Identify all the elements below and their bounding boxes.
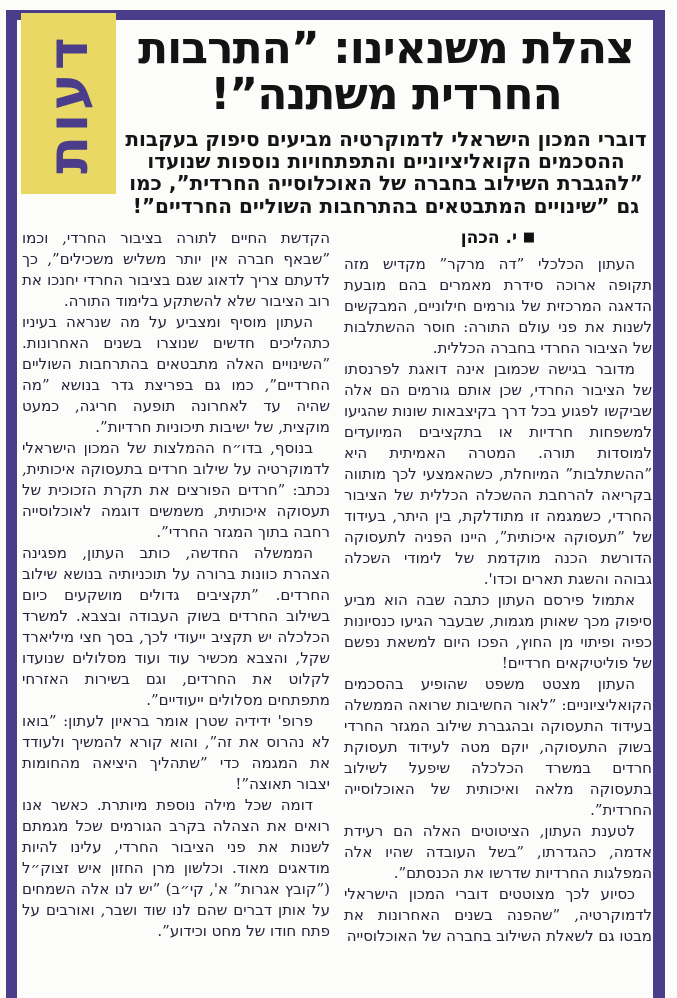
article-column-left: [22, 228, 330, 998]
section-label: דעות: [35, 33, 101, 174]
opinion-section-banner: [21, 13, 116, 194]
headline: צהלת משנאינו: ”התרבות החרדית משתנה”!: [138, 23, 634, 120]
article-body: [22, 228, 652, 998]
article-paragraph: העתון מצטט משפט שהופיע בהסכמים הקואליציוניים: ”לאור החשיבות שרואה הממשלה בעידוד התעסוקה ובהגברת שילוב המגזר החרדי בשוק התעסוקה, יוקם מטה לעידוד תעסוקת חרדים במשרד הכלכלה שיפעל לשילוב בתעסוקה מלאה ואיכותית של האוכלוסייה החרדית”.: [344, 675, 652, 819]
article-column-right: [344, 228, 652, 998]
article-paragraph: בנוסף, בדו״ח ההמלצות של המכון הישראלי לדמוקרטיה על שילוב חרדים בתעסוקה איכותית, נכתב: ”חרדים הפורצים את תקרת הזכוכית של תעסוקה איכותית, משמשים דוגמה לאוכלוסייה רחבה בתוך המגזר החרדי”.: [22, 439, 330, 541]
page-border-left: [6, 10, 17, 998]
article-paragraph: הקדשת החיים לתורה בציבור החרדי, וכמו ”שבאף חברה אין יותר משליש משכילים”, כך לדעתם צריך לדאוג שגם בציבור החרדי יחנכו את רוב הציבור שלא להשתקע בלימוד התורה.: [22, 229, 330, 310]
page-border-right: [653, 10, 665, 998]
article-paragraph: מדובר בגישה שכמובן אינה דואגת לפרנסתו של הציבור החרדי, שכן אותם גורמים הם אלה שביקשו לפגוע בכל דרך בקיצבאות שונות שהגיעו למשפחות חרדיות או בתקציבים המיועדים למוסדות תורה. המטרה האמיתית היא ”ההשתלבות” המיוחלת, כשהאמצעי לכך מותווה בקריאה להרחבת ההשכלה הכללית של הציבור החרדי, כשמגמה זו מתודלקת, בין היתר, בעידוד של ”תעסוקה איכותית”, היינו הפניה לתעסוקה הדורשת הכנה מוקדמת של לימודי השכלה גבוהה והשגת תארים וכדו'.: [344, 360, 652, 588]
byline-square-icon: ■: [522, 230, 536, 245]
article-paragraph: לטענת העתון, הציטוטים האלה הם רעידת אדמה, כהגדרתו, ”בשל העובדה שהיו אלה המפלגות החרדיות שדרשו את הכנסתם”.: [344, 822, 652, 882]
article-paragraph: פרופ' ידידיה שטרן אומר בראיון לעתון: ”בואו לא נהרוס את זה”, והוא קורא להמשיך ולעודד את המגמה כדי ”שתהליך היציאה מהחומות יצבור תאוצה”!: [22, 712, 330, 793]
byline: [344, 228, 652, 248]
subheadline: דוברי המכון הישראלי לדמוקרטיה מביעים סיפוק בעקבות ההסכמים הקואליציוניים והתפתחויות נוספות שנועדו ”להגברת השילוב בחברה של האוכלוסייה החרדית”, כמו גם ”שינויים המתבטאים בהתרחבות השוליים החרדיים”!: [125, 126, 647, 218]
article-paragraph: הממשלה החדשה, כותב העתון, מפגינה הצהרת כוונות ברורה על תוכניותיה בנושא שילוב החרדים. ”תקציבים גדולים מושקעים כיום בשילוב החרדים בשוק העבודה ובצבא. למשרד הכלכלה יש תקציב ייעודי לכך, בסך חצי מיליארד שקל, והצבא מכשיר עוד ועוד מסלולים שנועדו לקלוט את החרדים, וגם בשירות האזרחי מתפתחים מסלולים ייעודיים”.: [22, 544, 330, 709]
article-paragraph: כסיוע לכך מצוטטים דוברי המכון הישראלי לדמוקרטיה, ”שהפנה בשנים האחרונות את מבטו גם לשאלת השילוב בחברה של האוכלוסייה: [344, 885, 652, 945]
article-paragraph: העתון מוסיף ומצביע על מה שנראה בעיניו כתהליכים חדשים שנוצרו בשנים האחרונות. ”השינויים האלה מתבטאים בהתרחבות השוליים החרדיים”, כמו גם בפריצת גדר בנושא ”מה שהיה עד לאחרונה תופעה חריגה, כמעט מוקצית, של ישיבות תיכוניות חרדיות”.: [22, 313, 330, 436]
article-paragraph: העתון הכלכלי ”דה מרקר” מקדיש מזה תקופה ארוכה סידרת מאמרים בהם מובעת הדאגה המרכזית של גורמים חילוניים, המבקשים לשנות את פני עולם התורה: חוסר ההשתלבות של הציבור החרדי בחברה הכללית.: [344, 255, 652, 357]
article-paragraph: דומה שכל מילה נוספת מיותרת. כאשר אנו רואים את הצהלה בקרב הגורמים שכל מגמתם לשנות את פני הציבור החרדי, עלינו להיות מודאגים מאוד. וכלשון מרן החזון איש זצוק״ל (”קובץ אגרות” א', קי״ב) ”יש לנו אלה השמחים על אותן דברים שהם לנו שוד ושבר, ואורבים על פתח חודו של מחט וכידוע”.: [22, 796, 330, 940]
byline-author: י. הכהן: [460, 228, 517, 248]
article-paragraph: אתמול פירסם העתון כתבה שבה הוא מביע סיפוק מכך שאותן מגמות, שבעבר הגיעו כנסיונות כפיה ופיתוי מן החוץ, הפכו היום למשאת נפשם של פוליטיקאים חרדיים!: [344, 591, 652, 672]
article-header: [118, 23, 654, 218]
